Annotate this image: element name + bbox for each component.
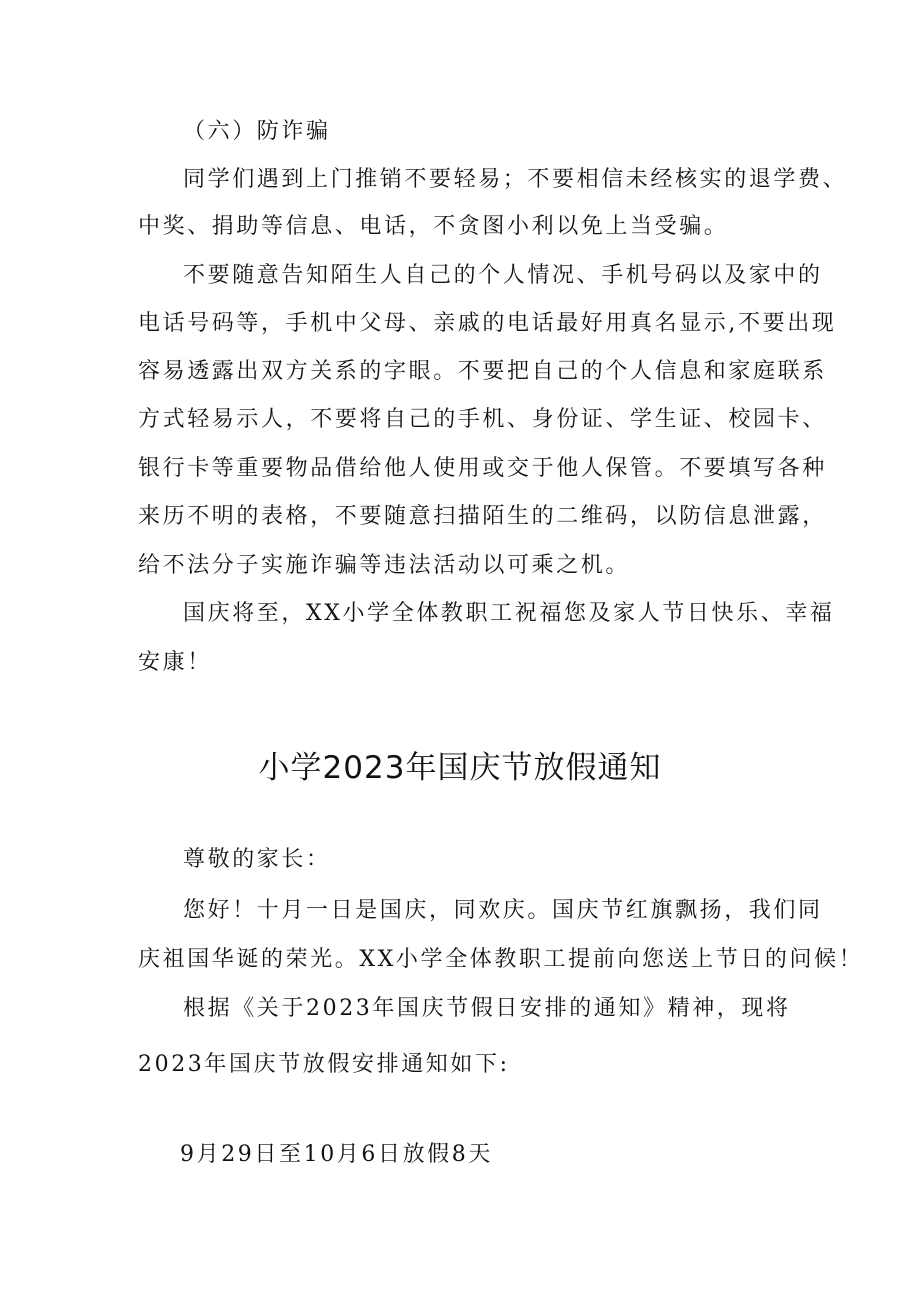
- paragraph-line: 同学们遇到上门推销不要轻易；不要相信未经核实的退学费、: [183, 167, 848, 192]
- paragraph-line: 来历不明的表格，不要随意扫描陌生的二维码，以防信息泄露，: [138, 504, 827, 529]
- holiday-schedule: 9月29日至10月6日放假8天: [180, 1142, 493, 1167]
- paragraph-line: 方式轻易示人，不要将自己的手机、身份证、学生证、校园卡、: [138, 407, 827, 432]
- paragraph-line: 中奖、捐助等信息、电话，不贪图小利以免上当受骗。: [138, 214, 729, 239]
- paragraph-line: 给不法分子实施诈骗等违法活动以可乘之机。: [138, 553, 631, 578]
- paragraph-line: 银行卡等重要物品借给他人使用或交于他人保管。不要填写各种: [138, 456, 827, 481]
- paragraph-line: 根据《关于2023年国庆节假日安排的通知》精神，现将: [183, 996, 791, 1021]
- paragraph-line: 庆祖国华诞的荣光。XX小学全体教职工提前向您送上节日的问候！: [138, 947, 864, 972]
- section-subtitle: （六）防诈骗: [183, 119, 331, 144]
- paragraph-line: 容易透露出双方关系的字眼。不要把自己的个人信息和家庭联系: [138, 359, 827, 384]
- notice-title: 小学2023年国庆节放假通知: [258, 750, 662, 786]
- paragraph-line: 电话号码等，手机中父母、亲戚的电话最好用真名显示,不要出现: [138, 311, 837, 336]
- paragraph-line: 2023年国庆节放假安排通知如下:: [138, 1052, 510, 1077]
- salutation: 尊敬的家长：: [183, 847, 331, 872]
- paragraph-line: 您好！十月一日是国庆，同欢庆。国庆节红旗飘扬，我们同: [183, 898, 823, 923]
- paragraph-line: 国庆将至，XX小学全体教职工祝福您及家人节日快乐、幸福: [183, 601, 835, 626]
- paragraph-line: 安康！: [138, 650, 212, 675]
- paragraph-line: 不要随意告知陌生人自己的个人情况、手机号码以及家中的: [183, 263, 823, 288]
